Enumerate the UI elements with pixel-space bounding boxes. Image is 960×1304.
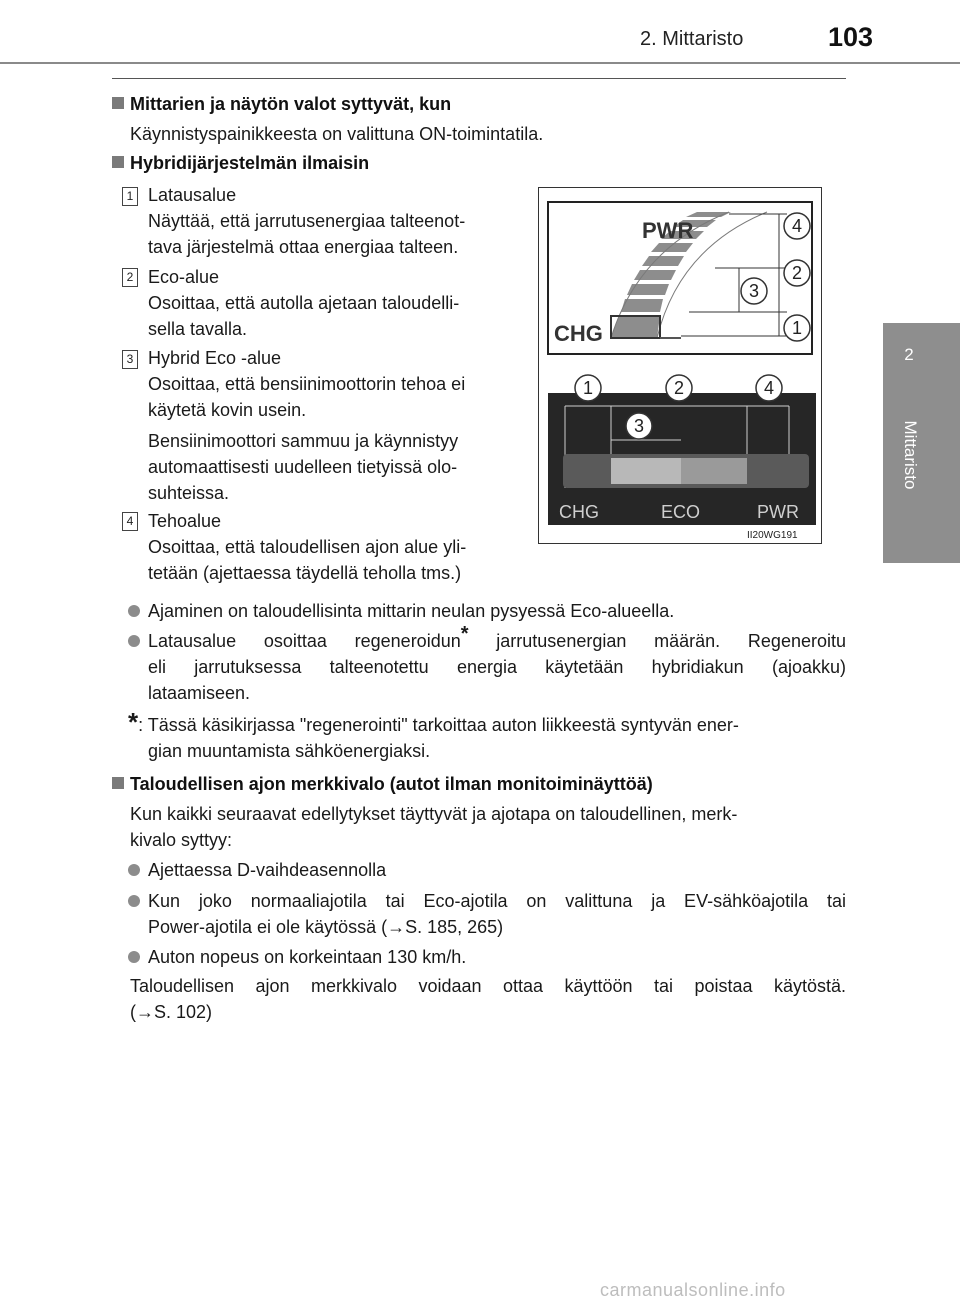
condition-d-gear: Ajettaessa D-vaihdeasennolla	[128, 857, 846, 883]
bar-label-chg: CHG	[559, 502, 599, 522]
item-3-line: Osoittaa, että bensiinimoottorin tehoa ei	[148, 374, 466, 394]
bar-marker-4: 4	[763, 378, 775, 398]
item-4	[148, 508, 518, 586]
item-3-extra-line: Bensiinimoottori sammuu ja käynnistyy	[148, 431, 459, 451]
item-1	[148, 182, 518, 260]
item-4-title: Tehoalue	[148, 511, 222, 531]
square-bullet-icon	[112, 156, 124, 168]
gauge-marker-4: 4	[791, 216, 803, 236]
item-3	[148, 345, 518, 423]
item-1-title: Latausalue	[148, 185, 237, 205]
item-1-line: tava järjestelmä ottaa energiaa talteen.	[148, 237, 459, 257]
bar-fill-eco	[611, 458, 681, 484]
hybrid-indicator-figure	[538, 187, 822, 544]
round-bullet-icon	[128, 864, 140, 876]
gauge-marker-3: 3	[748, 281, 760, 301]
footnote: *: Tässä käsikirjassa "regenerointi" tarkoittaa auton liikkeestä syntyvän ener- gian muuntamista sähköenergiaksi.	[128, 707, 739, 761]
round-bullet-icon	[128, 895, 140, 907]
item-number-1: 1	[122, 187, 138, 206]
bar-label-eco: ECO	[661, 502, 701, 522]
gauge-label-chg: CHG	[554, 321, 603, 346]
running-header-section: 2. Mittaristo	[640, 28, 744, 50]
item-1-line: Näyttää, että jarrutusenergiaa talteenot-	[148, 211, 466, 231]
bar-marker-3: 3	[633, 416, 645, 436]
section-outro-eco-indicator: Taloudellisen ajon merkkivalo voidaan ottaa käyttöön tai poistaa käytöstä. (→S. 102)	[130, 976, 846, 1022]
item-2	[148, 264, 518, 342]
item-3-extra	[148, 428, 518, 506]
item-3-extra-line: automaattisesti uudelleen tietyissä olo-	[148, 457, 458, 477]
bar-marker-1: 1	[582, 378, 594, 398]
section-heading-lights: Mittarien ja näytön valot syttyvät, kun	[112, 94, 451, 115]
section-intro-eco-indicator: Kun kaikki seuraavat edellytykset täyttyvät ja ajotapa on taloudellinen, merk- kivalo syttyy:	[130, 804, 738, 850]
gauge-marker-1: 1	[791, 318, 803, 338]
footnote-asterisk: *	[128, 707, 139, 737]
body-rule	[112, 78, 846, 79]
item-2-title: Eco-alue	[148, 267, 220, 287]
condition-drive-mode: Kun joko normaaliajotila tai Eco-ajotila on valittuna ja EV-sähköajotila tai Power-ajotila ei ole käytössä (→S. 185, 265)	[128, 888, 846, 940]
figure-code: II20WG191	[747, 530, 798, 541]
item-2-line: sella tavalla.	[148, 319, 248, 339]
chapter-tab-number: 2	[904, 345, 914, 364]
item-3-extra-line: suhteissa.	[148, 483, 230, 503]
item-3-title: Hybrid Eco -alue	[148, 348, 282, 368]
item-number-3: 3	[122, 350, 138, 369]
bar-fill-eco-right	[681, 458, 747, 484]
footer-watermark: carmanualsonline.info	[600, 1280, 786, 1300]
item-3-line: käytetä kovin usein.	[148, 400, 307, 420]
hybrid-indicator-illustration	[539, 188, 821, 543]
item-number-2: 2	[122, 268, 138, 287]
round-bullet-icon	[128, 635, 140, 647]
item-4-line: Osoittaa, että taloudellisen ajon alue yli-	[148, 537, 467, 557]
item-number-4: 4	[122, 512, 138, 531]
bullet-eco-driving: Ajaminen on taloudellisinta mittarin neulan pysyessä Eco-alueella.	[128, 598, 846, 624]
item-2-line: Osoittaa, että autolla ajetaan taloudelli-	[148, 293, 460, 313]
chapter-tab-label: Mittaristo	[901, 420, 920, 490]
item-4-line: tetään (ajettaessa täydellä teholla tms.)	[148, 563, 462, 583]
round-bullet-icon	[128, 605, 140, 617]
square-bullet-icon	[112, 97, 124, 109]
header-rule	[0, 62, 960, 64]
bar-label-pwr: PWR	[757, 502, 799, 522]
condition-speed: Auton nopeus on korkeintaan 130 km/h.	[128, 944, 846, 970]
section-text-lights: Käynnistyspainikkeesta on valittuna ON-toimintatila.	[130, 124, 544, 144]
footnote-mark: *	[460, 623, 469, 645]
bar-marker-2: 2	[673, 378, 685, 398]
page-number: 103	[828, 22, 874, 52]
round-bullet-icon	[128, 951, 140, 963]
square-bullet-icon	[112, 777, 124, 789]
section-heading-hybrid: Hybridijärjestelmän ilmaisin	[112, 153, 369, 174]
section-heading-eco-indicator: Taloudellisen ajon merkkivalo (autot ilman monitoiminäyttöä)	[112, 774, 653, 795]
gauge-label-pwr: PWR	[642, 218, 694, 243]
bullet-charge-zone: Latausalue osoittaa regeneroidun* jarrutusenergian määrän. Regeneroitu eli jarrutuksessa talteenotettu energia käytetään hybridiakun (ajoakku) lataamiseen.	[128, 628, 846, 706]
gauge-marker-2: 2	[791, 263, 803, 283]
